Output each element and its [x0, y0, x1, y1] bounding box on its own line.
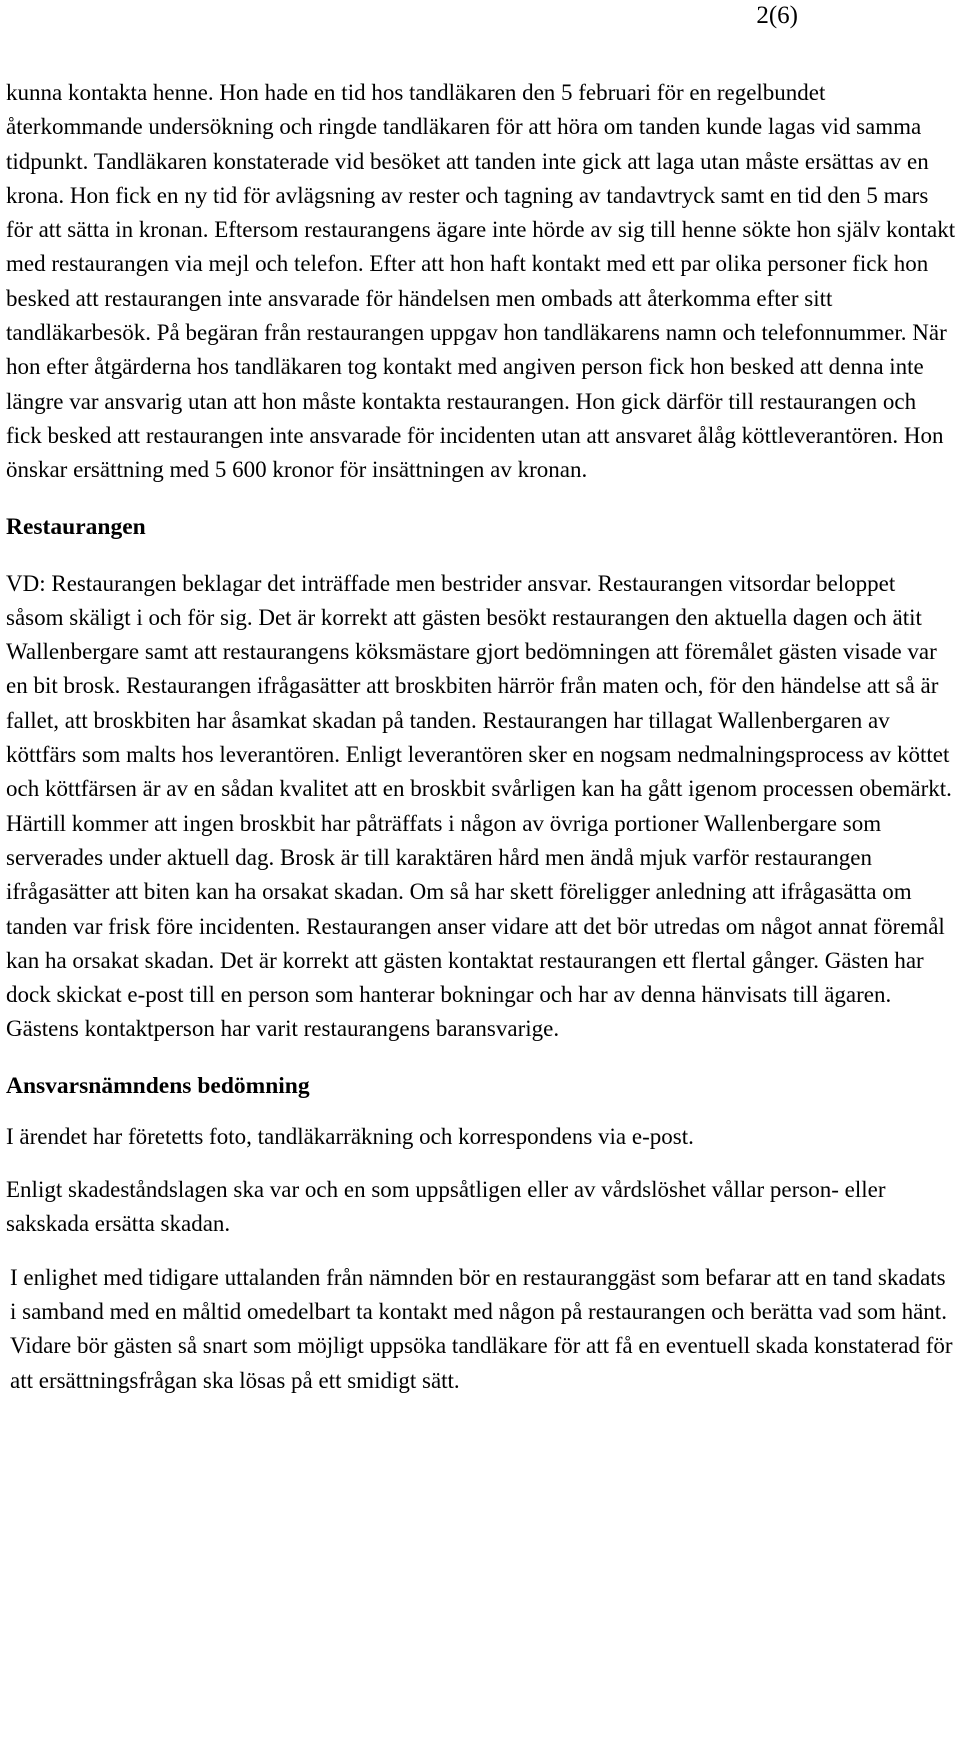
- paragraph-guest-account: kunna kontakta henne. Hon hade en tid hos tandläkaren den 5 februari för en regelbundet återkommande undersökning och ringde tandläkaren för att höra om tanden kunde lagas vid samma tidpunkt. Tandläkaren konstaterade vid besöket att tanden inte gick att laga utan måste ersättas av en krona. Hon fick en ny tid för avlägsning av rester och tagning av tandavtryck samt en tid den 5 mars för att sätta in kronan. Eftersom restaurangens ägare inte hörde av sig till henne sökte hon själv kontakt med restaurangen via mejl och telefon. Efter att hon haft kontakt med ett par olika personer fick hon besked att restaurangen inte ansvarade för händelsen men ombads att återkomma efter sitt tandläkarbesök. På begäran från restaurangen uppgav hon tandläkarens namn och telefonnummer. När hon efter åtgärderna hos tandläkaren tog kontakt med angiven person fick hon besked att denna inte längre var ansvarig utan att hon måste kontakta restaurangen. Hon gick därför till restaurangen och fick besked att restaurangen inte ansvarade för incidenten utan att ansvaret ålåg köttleverantören. Hon önskar ersättning med 5 600 kronor för insättningen av kronan.: [6, 80, 956, 483]
- page-number: 2(6): [756, 2, 798, 29]
- heading-restaurant: Restaurangen: [6, 513, 146, 540]
- paragraph-evidence: I ärendet har företetts foto, tandläkarräkning och korrespondens via e-post.: [6, 1123, 694, 1149]
- heading-board-assessment: Ansvarsnämndens bedömning: [6, 1072, 310, 1099]
- document-body: [6, 76, 956, 1398]
- paragraph-tort-law: Enligt skadeståndslagen ska var och en som uppsåtligen eller av vårdslöshet vållar person- eller sakskada ersätta skadan.: [6, 1177, 886, 1237]
- paragraph-guidance: I enlighet med tidigare uttalanden från nämnden bör en restauranggäst som befarar att en tand skadats i samband med en måltid omedelbart ta kontakt med någon på restaurangen och berätta vad som hänt. Vidare bör gästen så snart som möjligt uppsöka tandläkare för att få en eventuell skada konstaterad för att ersättningsfrågan ska lösas på ett smidigt sätt.: [10, 1264, 953, 1393]
- paragraph-restaurant-statement: VD: Restaurangen beklagar det inträffade men bestrider ansvar. Restaurangen vitsordar beloppet såsom skäligt i och för sig. Det är korrekt att gästen besökt restaurangen den aktuella dagen och ätit Wallenbergare samt att restaurangens köksmästare gjort bedömningen att föremålet gästen visade var en bit brosk. Restaurangen ifrågasätter att broskbiten härrör från maten och, för den händelse att så är fallet, att broskbiten har åsamkat skadan på tanden. Restaurangen har tillagat Wallenbergaren av köttfärs som malts hos leverantören. Enligt leverantören sker en nogsam nedmalningsprocess av köttet och köttfärsen är av en sådan kvalitet att en broskbit svårligen kan ha gått igenom processen obemärkt. Härtill kommer att ingen broskbit har påträffats i någon av övriga portioner Wallenbergare som serverades under aktuell dag. Brosk är till karaktären hård men ändå mjuk varför restaurangen ifrågasätter att biten kan ha orsakat skadan. Om så har skett föreligger anledning att ifrågasätta om tanden var frisk före incidenten. Restaurangen anser vidare att det bör utredas om något annat föremål kan ha orsakat skadan. Det är korrekt att gästen kontaktat restaurangen ett flertal gånger. Gästen har dock skickat e-post till en person som hanterar bokningar och har av denna hänvisats till ägaren. Gästens kontaktperson har varit restaurangens baransvarige.: [6, 570, 952, 1042]
